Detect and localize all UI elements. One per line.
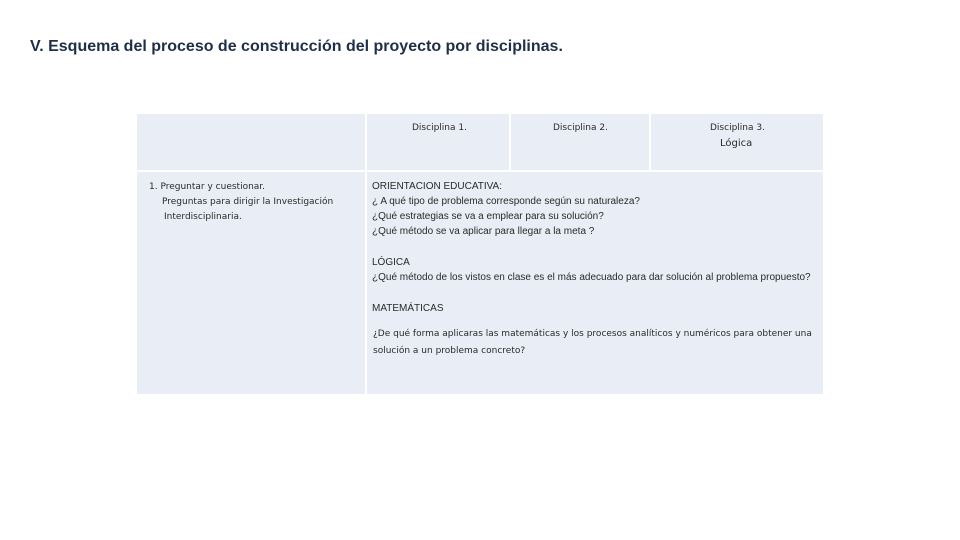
header-discipline-3-sublabel: Lógica — [720, 138, 753, 149]
logica-section — [372, 255, 817, 285]
orientacion-section — [372, 179, 817, 239]
orientacion-heading: ORIENTACION EDUCATIVA: — [372, 181, 503, 192]
header-discipline-1-label: Disciplina 1. — [412, 123, 467, 133]
step-description-line-1: Preguntas para dirigir la Investigación — [162, 197, 334, 207]
orientacion-question-1: ¿ A qué tipo de problema corresponde según su naturaleza? — [372, 196, 640, 207]
header-discipline-1 — [367, 114, 509, 170]
content-cell — [367, 172, 823, 394]
slide-title: V. Esquema del proceso de construcción del proyecto por disciplinas. — [30, 38, 563, 55]
header-discipline-2 — [511, 114, 649, 170]
logica-question: ¿Qué método de los vistos en clase es el más adecuado para dar solución al problema propuesto? — [372, 272, 811, 283]
orientacion-question-2: ¿Qué estrategias se va a emplear para su solución? — [372, 211, 604, 222]
header-discipline-3-label: Disciplina 3. — [710, 123, 765, 133]
matematicas-question: ¿De qué forma aplicaras las matemáticas y los procesos analíticos y numéricos para obtener una solución a un problema concreto? — [373, 329, 812, 356]
orientacion-question-3: ¿Qué método se va aplicar para llegar a la meta ? — [372, 226, 595, 237]
logica-heading: LÓGICA — [372, 257, 410, 268]
matematicas-section — [372, 301, 817, 360]
header-discipline-3 — [651, 114, 823, 170]
matematicas-heading: MATEMÁTICAS — [372, 303, 444, 314]
header-empty-cell — [137, 114, 365, 170]
step-title: 1. Preguntar y cuestionar. — [149, 182, 266, 192]
header-discipline-2-label: Disciplina 2. — [553, 123, 608, 133]
discipline-table — [137, 114, 823, 394]
step-description-line-2: Interdisciplinaria. — [164, 212, 242, 222]
content-body — [372, 179, 817, 360]
step-list — [149, 180, 359, 225]
step-cell — [137, 172, 365, 394]
